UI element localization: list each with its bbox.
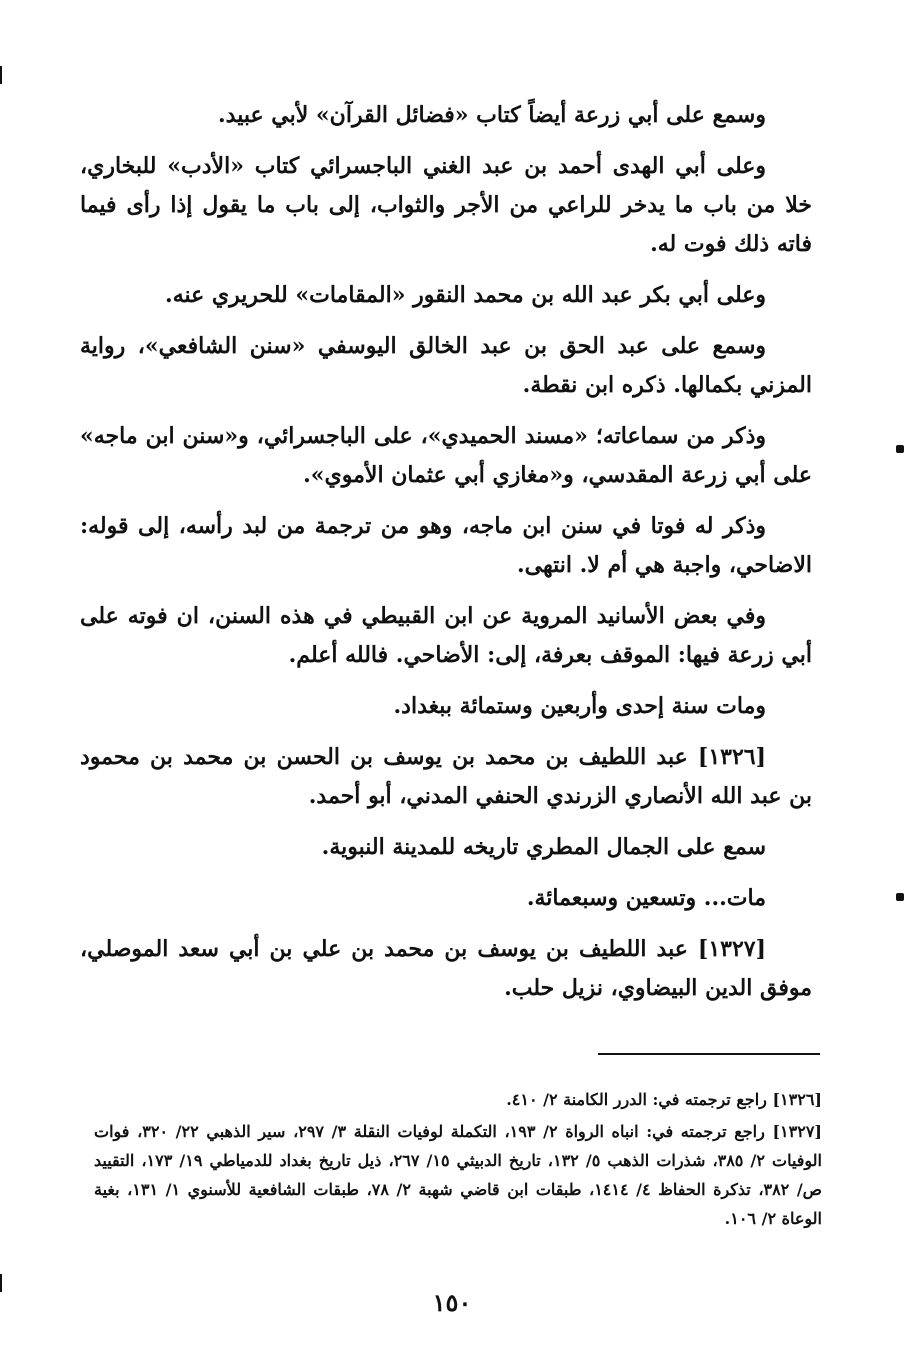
paragraph-fawt-ibn-majah: وذكر له فوتا في سنن ابن ماجه، وهو من ترجمة من لبد رأسه، إلى قوله: الاضاحي، واجبة هي أم لا. انتهى. [80,513,812,578]
entry-1326: [١٣٢٦] عبد اللطيف بن محمد بن يوسف بن الحسن بن محمد بن محمود بن عبد الله الأنصاري الزرندي الحنفي المدني، أبو أحمد. [80,744,812,809]
paragraph-death-date: مات... وتسعين وسبعمائة. [526,885,766,911]
footnote-1327: [١٣٢٧] راجع ترجمته في: انباه الرواة ٢/ ١٩٣، التكملة لوفيات النقلة ٣/ ٢٩٧، سير الذهبي ٢٢/ ٣٢٠، فوات الوفيات ٢/ ٣٨٥، شذرات الذهب ٥/ ١٣٢، تاريخ الدبيثي ١٥/ ٢٦٧، ذيل تاريخ بغداد للدمياطي ١٩/ ١٧٣، التقييد ص/ ٣٨٢، تذكرة الحفاظ ٤/ ١٤١٤، طبقات ابن قاضي شهبة ٢/ ٧٨، طبقات الشافعية للأسنوي ١/ ١٣١، بغية الوعاة ٢/ ١٠٦. [94,1122,823,1228]
paragraph-sunan-shafii: وسمع على عبد الحق بن عبد الخالق اليوسفي «سنن الشافعي»، رواية المزني بكمالها. ذكره ابن نقطة. [80,333,812,398]
footnote-1326: [١٣٢٦] راجع ترجمته في: الدرر الكامنة ٢/ ٤١٠. [506,1090,822,1109]
scan-edge-mark [0,66,2,84]
paragraph-fadail-quran: وسمع على أبي زرعة أيضاً كتاب «فضائل القرآن» لأبي عبيد. [217,102,766,128]
paragraph-maqamat: وعلى أبي بكر عبد الله بن محمد النقور «المقامات» للحريري عنه. [165,282,766,308]
paragraph-death-baghdad: ومات سنة إحدى وأربعين وستمائة ببغداد. [393,693,766,719]
page-number: ١٥٠ [432,1288,472,1317]
main-text [80,96,812,1020]
paragraph-asanid: وفي بعض الأسانيد المروية عن ابن القبيطي في هذه السنن، ان فوته على أبي زرعة فيها: الموقف بعرفة، إلى: الأضاحي. فالله أعلم. [80,603,812,668]
scan-edge-mark [896,893,904,901]
scan-edge-mark [896,445,904,453]
footnote-separator [598,1053,820,1055]
footnotes [94,1085,822,1236]
paragraph-samia-matari: سمع على الجمال المطري تاريخه للمدينة النبوية. [321,834,766,860]
entry-1327: [١٣٢٧] عبد اللطيف بن يوسف بن محمد بن علي بن أبي سعد الموصلي، موفق الدين البيضاوي، نزيل حلب. [80,936,812,1001]
paragraph-adab-bukhari: وعلى أبي الهدى أحمد بن عبد الغني الباجسرائي كتاب «الأدب» للبخاري، خلا من باب ما يدخر للراعي من الأجر والثواب، إلى باب ما يقول إذا رأى فيما فاته ذلك فوت له. [80,153,812,257]
paragraph-samaat: وذكر من سماعاته؛ «مسند الحميدي»، على الباجسرائي، و«سنن ابن ماجه» على أبي زرعة المقدسي، و«مغازي أبي عثمان الأموي». [80,423,812,488]
